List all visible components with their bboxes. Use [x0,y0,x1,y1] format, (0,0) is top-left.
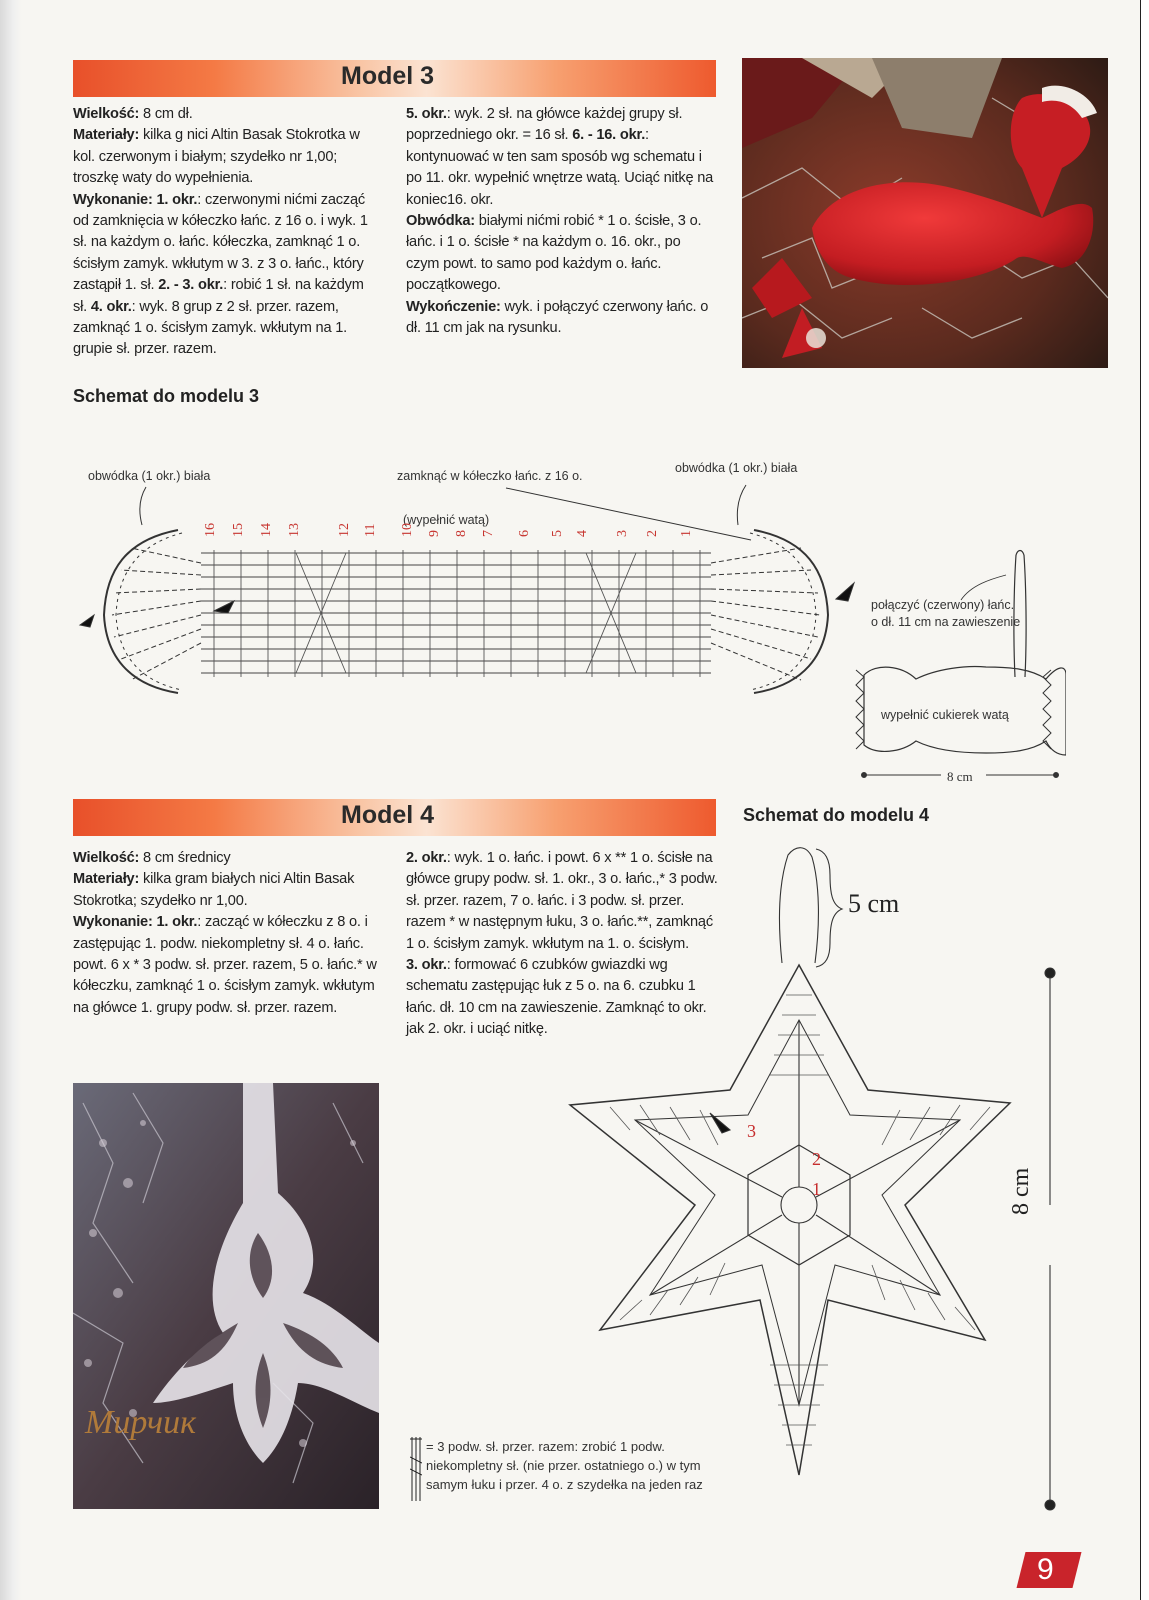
round-number-4: 4 [575,530,590,537]
model3-photo [742,58,1108,368]
model3-text-col2 [406,104,716,339]
model3-size: Wielkość: 8 cm dł. [73,106,193,122]
round-number-10: 10 [400,523,415,537]
round-number-5: 5 [550,530,565,537]
round-label-1: 1 [812,1179,821,1199]
label-edge-left: obwódka (1 okr.) biała [88,469,211,483]
round-number-14: 14 [259,523,274,537]
round-number-16: 16 [203,523,218,537]
round-label-3: 3 [747,1121,756,1141]
model4-materials: Materiały: kilka gram białych nici Altin Basak Stokrotka; szydełko nr 1,00. [73,871,355,909]
schema4-heading: Schemat do modelu 4 [743,805,930,825]
model3-finishing: Wykończenie: wyk. i połączyć czerwony łańc. o dł. 11 cm jak na rysunku. [406,298,709,337]
model3-title: Model 3 [341,62,435,90]
label-close-ring: zamknąć w kółeczko łańc. z 16 o. [397,469,583,483]
schema3-diagram [66,455,1066,795]
model4-photo [73,1083,379,1509]
round-number-2: 2 [645,530,660,537]
round-number-11: 11 [363,523,378,537]
legend-text: = 3 podw. sł. przer. razem: zrobić 1 podw. niekompletny sł. (nie przer. ostatniego o.) w tym samym łuku i przer. 4 o. z szydełka na jeden raz [426,1439,703,1492]
loop-size-label: 5 cm [848,889,900,918]
round-number-7: 7 [481,530,496,537]
star-photo-illustration [73,1083,379,1509]
schema4-diagram [550,845,1070,1535]
round-number-13: 13 [287,523,302,537]
page-right-edge [1140,0,1149,1600]
page-number-badge [1017,1552,1082,1588]
model4-banner [73,799,716,836]
page-fold-shadow [0,0,22,1600]
model3-round5: 5. okr.: wyk. 2 sł. na główce każdej grupy sł. poprzedniego okr. = 16 sł. 6. - 16. okr.: kontynuować w ten sam sposób wg schematu i po 11. okr. wypełnić wnętrze watą. Uciąć nitkę na koniec16. okr. [406,106,714,208]
label-connect: połączyć (czerwony) łańc. o dł. 11 cm na zawieszenie [871,598,1021,629]
round-number-1: 1 [679,530,694,537]
round-number-15: 15 [231,523,246,537]
schema3-heading: Schemat do modelu 3 [73,386,260,406]
round-number-9: 9 [427,530,442,537]
round-label-2: 2 [812,1149,821,1169]
round-labels [747,1121,821,1199]
round-number-6: 6 [517,530,532,537]
model4-execution: Wykonanie: 1. okr.: zacząć w kółeczku z 8 o. i zastępując 1. podw. niekompletny sł. 4 o. łańc. powt. 6 x * 3 podw. sł. przer. razem, 5 o. łańc.* w kółeczku, zamknąć 1 o. ścisłym zamyk. wkłutym na główce 1. grupy podw. sł. przer. razem. [73,914,377,1016]
page-number: 9 [1037,1553,1054,1586]
dimension-8cm: 8 cm [947,769,973,784]
label-fill: (wypełnić watą) [403,513,490,527]
round-numbers [203,523,694,537]
model3-edging: Obwódka: białymi nićmi robić * 1 o. ścisłe, 3 o. łańc. i 1 o. ścisłe * na każdym o. 16. okr., po czym powt. to samo pod każdym o. łańc. początkowego. [406,213,702,294]
model4-size: Wielkość: 8 cm średnicy [73,850,231,866]
photo-watermark: Мирчик [85,1404,196,1441]
model4-round3: 3. okr.: formować 6 czubków gwiazdki wg schematu zastępując łuk z 5 o. na 6. czubku 1 łańc. dł. 10 cm na zawieszenie. Zamknąć to okr. jak 2. okr. i uciąć nitkę. [406,957,707,1038]
candy-chart-svg [66,455,1066,795]
legend-icon [410,1437,422,1501]
model4-title: Model 4 [341,801,435,829]
model3-execution: Wykonanie: 1. okr.: czerwonymi nićmi zacząć od zamknięcia w kółeczko łańc. z 16 o. i wyk. 1 sł. na każdym o. łańc. kółeczka, zamknąć 1 o. ścisłym zamyk. wkłutym w 3. z 3 o. łańc., który zastąpił 1. sł. 2. - 3. okr.: robić 1 sł. na każdym sł. 4. okr.: wyk. 8 grup z 2 sł. przer. razem, zamknąć 1 o. ścisłym zamyk. wkłutym na 1. grupie sł. przer. razem. [73,191,368,358]
candy-photo-illustration [742,58,1108,368]
star-chart-svg [550,845,1070,1535]
model3-text-col1 [73,104,375,361]
model4-round2: 2. okr.: wyk. 1 o. łańc. i powt. 6 x ** 1 o. ścisłe na główce grupy podw. sł. 1. okr., 3 o. łańc.,* 3 podw. sł. przer. razem, 7 o. łańc. i 3 podw. sł. przer. razem * w następnym łuku, 3 o. łańc.**, zamknąć 1 o. ścisłym zamyk. wkłutym na 1. o. ścisłym. [406,850,718,952]
model4-text-col1 [73,848,379,1019]
model3-banner [73,60,716,97]
round-number-12: 12 [337,523,352,537]
height-label: 8 cm [1008,1167,1034,1215]
label-fill-candy: wypełnić cukierek watą [881,708,1009,722]
round-number-8: 8 [454,530,469,537]
model3-materials: Materiały: kilka g nici Altin Basak Stokrotka w kol. czerwonym i białym; szydełko nr 1,00; troszkę waty do wypełnienia. [73,127,360,187]
label-edge-right: obwódka (1 okr.) biała [675,461,798,475]
stitch-legend [410,1437,710,1494]
round-number-3: 3 [615,530,630,537]
